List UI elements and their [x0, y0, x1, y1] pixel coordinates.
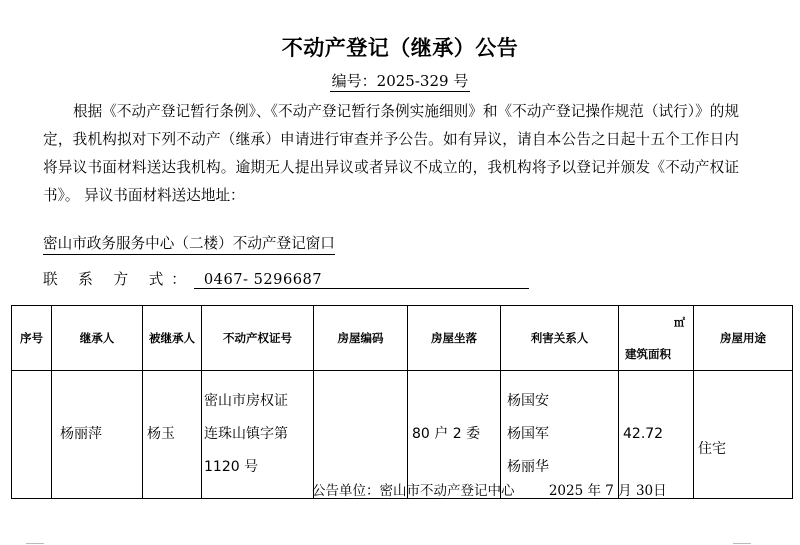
page-edge-mark — [733, 543, 751, 544]
notice-footer — [312, 479, 667, 499]
header-location: 房屋坐落 — [408, 306, 501, 371]
cert-no-line: 连珠山镇字第 — [204, 426, 288, 442]
cell-heir: 杨丽萍 — [52, 371, 143, 499]
cell-area: 42.72 — [619, 371, 694, 499]
header-cert-no: 不动产权证号 — [202, 306, 314, 371]
registration-table — [11, 305, 793, 499]
header-area — [619, 306, 694, 371]
footer-date: 2025 年 7 月 30日 — [548, 483, 667, 499]
contact-info — [43, 268, 529, 289]
cert-no-line: 1120 号 — [204, 459, 259, 475]
page-edge-mark — [26, 543, 44, 544]
header-deceased: 被继承人 — [143, 306, 202, 371]
table-header-row — [12, 306, 793, 371]
notice-title: 不动产登记（继承）公告 — [281, 36, 519, 60]
related-person: 杨国军 — [507, 426, 549, 442]
notice-body: 根据《不动产登记暂行条例》、《不动产登记暂行条例实施细则》和《不动产登记操作规范（试行）》的规定，我机构拟对下列不动产（继承）申请进行审查并予公告。如有异议，请自本公告之日起十五个工作日内将异议书面材料送达我机构。逾期无人提出异议或者异议不成立的，我机构将予以登记并颁发《不动产权证书》。 异议书面材料送达地址： — [43, 103, 739, 204]
header-usage: 房屋用途 — [694, 306, 793, 371]
footer-unit-name: 密山市不动产登记中心 — [379, 483, 515, 499]
cell-location: 80 户 2 委 — [408, 371, 501, 499]
cell-cert-no — [202, 371, 314, 499]
cell-usage: 住宅 — [694, 371, 793, 499]
notice-number — [0, 70, 800, 91]
cell-seq — [12, 371, 52, 499]
header-related: 利害关系人 — [501, 306, 619, 371]
contact-phone: 0467- 5296687 — [194, 271, 529, 289]
related-person: 杨国安 — [507, 393, 549, 409]
delivery-address-text: 密山市政务服务中心（二楼）不动产登记窗口 — [43, 235, 335, 255]
related-person: 杨丽华 — [507, 459, 549, 475]
cell-deceased: 杨玉 — [143, 371, 202, 499]
header-area-label: 建筑面积 — [625, 347, 671, 361]
header-heir: 继承人 — [52, 306, 143, 371]
delivery-address — [43, 232, 335, 253]
notice-number-text: 编号：2025-329 号 — [331, 72, 469, 90]
footer-unit-label: 公告单位： — [312, 483, 380, 499]
contact-label: 联 系 方 式： — [43, 271, 194, 288]
cert-no-line: 密山市房权证 — [204, 393, 288, 409]
header-house-code: 房屋编码 — [314, 306, 408, 371]
header-seq: 序号 — [12, 306, 52, 371]
header-area-unit: ㎡ — [674, 316, 685, 329]
